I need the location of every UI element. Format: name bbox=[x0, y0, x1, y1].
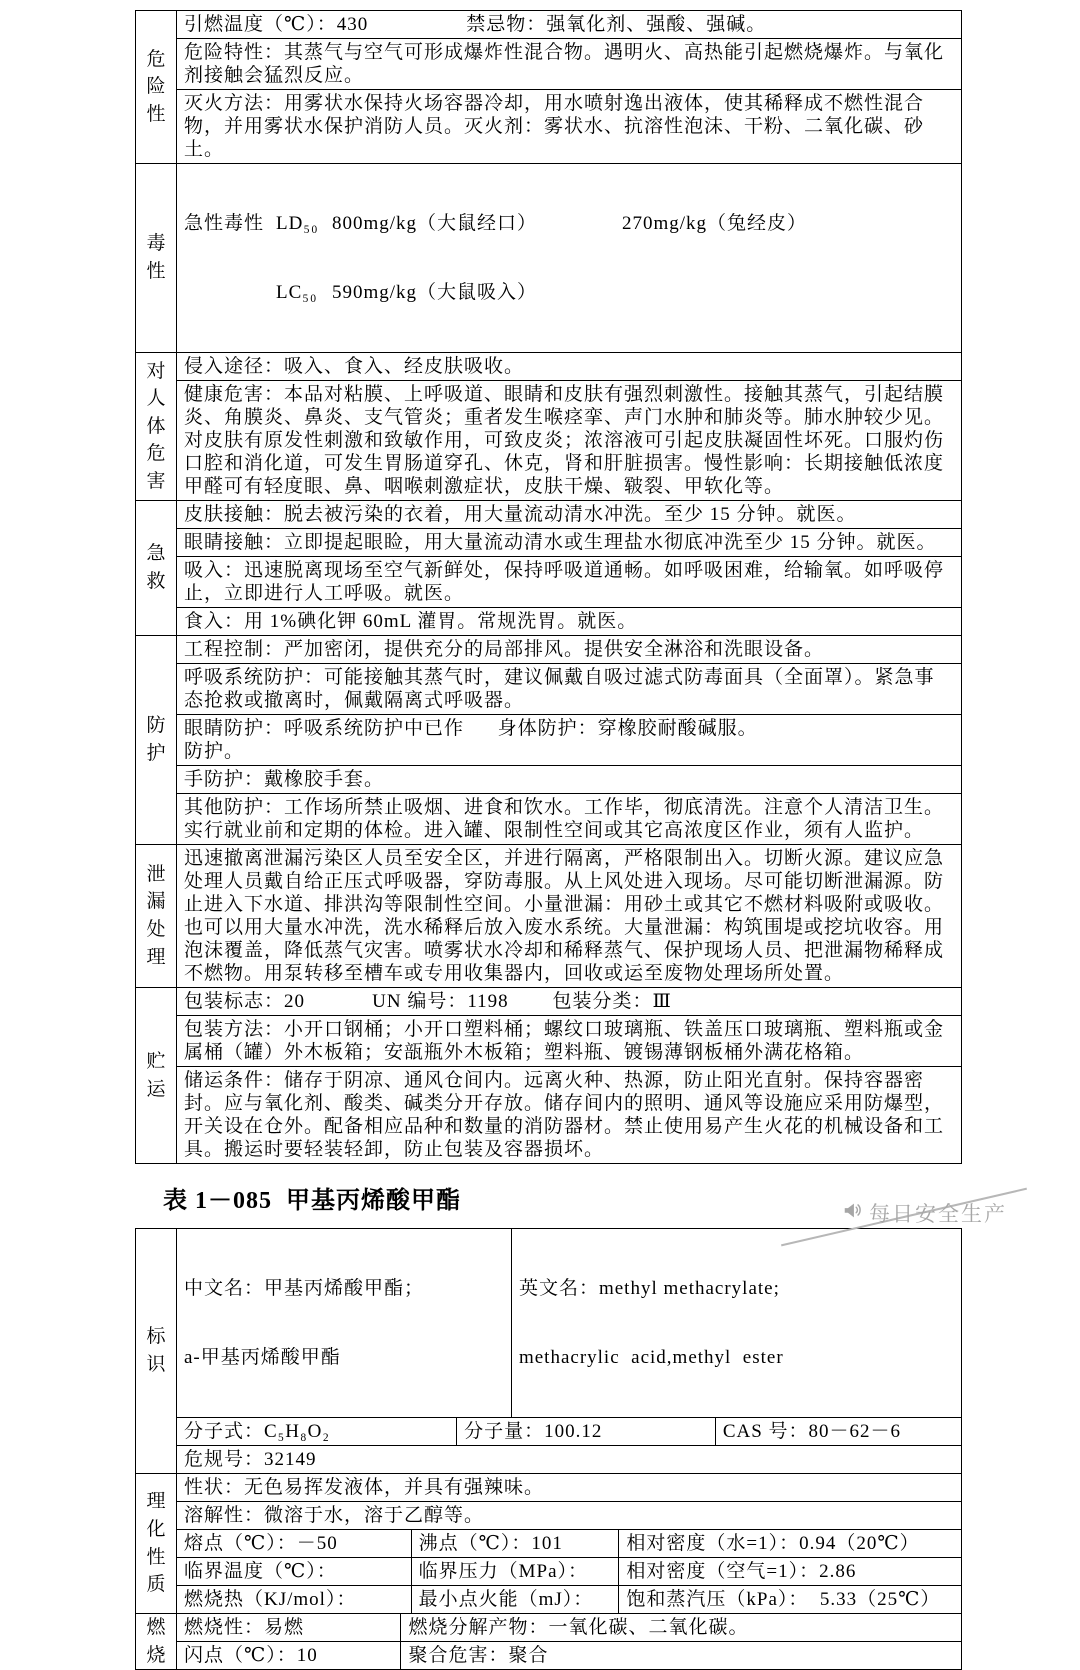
table-row-id-2 bbox=[136, 1418, 962, 1446]
table-row-pc-1 bbox=[136, 1474, 962, 1502]
field-packing-mark: 包装标志：20 bbox=[184, 991, 306, 1012]
table-row-hazard-1 bbox=[136, 11, 962, 39]
section-label-storage bbox=[136, 988, 177, 1164]
section-label-text: 危险性 bbox=[146, 48, 166, 125]
section-label-identification bbox=[136, 1229, 177, 1474]
section-label-combustion bbox=[136, 1614, 177, 1670]
field-boiling-point: 沸点（℃）：101 bbox=[411, 1530, 619, 1557]
field-skin-contact: 皮肤接触：脱去被污染的衣着，用大量流动清水冲洗。至少 15 分钟。就医。 bbox=[184, 504, 857, 525]
field-density-air: 相对密度（空气=1）：2.86 bbox=[618, 1558, 961, 1585]
section-label-text: 泄漏处理 bbox=[146, 863, 166, 968]
section-label-leak bbox=[136, 845, 177, 988]
field-health-hazard: 健康危害：本品对粘膜、上呼吸道、眼睛和皮肤有强烈刺激性。接触其蒸气，引起结膜炎、角膜炎、鼻炎、支气管炎；重者发生喉痉挛、声门水肿和肺炎等。肺水肿较少见。对皮肤有原发性刺激和致敏作用，可致皮炎；浓溶液可引起皮肤凝固性坏死。口服灼伤口腔和消化道，可发生胃肠道穿孔、休克，肾和肝脏损害。慢性影响：长期接触低浓度甲醛可有轻度眼、鼻、咽喉刺激症状，皮肤干燥、皲裂、甲软化等。 bbox=[184, 384, 945, 497]
table-row-hazard-2 bbox=[136, 39, 962, 90]
ld50-value: 800mg/kg（大鼠经口） bbox=[332, 213, 538, 234]
table-row-aid-2 bbox=[136, 529, 962, 557]
english-name-line-1: 英文名：methyl methacrylate; bbox=[518, 1278, 780, 1299]
table-row-hazard-3 bbox=[136, 90, 962, 164]
table-row-pc-5 bbox=[136, 1586, 962, 1614]
section-label-text: 理化性质 bbox=[146, 1491, 166, 1596]
megaphone-icon bbox=[842, 1199, 864, 1227]
table-row-aid-4 bbox=[136, 608, 962, 636]
field-un-number: UN 编号：1198 bbox=[372, 991, 509, 1012]
table-row-protect-2 bbox=[136, 664, 962, 715]
field-other-protection: 其他防护：工作场所禁止吸烟、进食和饮水。工作毕，彻底清洗。注意个人清洁卫生。实行就业前和定期的体检。进入罐、限制性空间或其它高浓度区作业，须有人监护。 bbox=[184, 797, 945, 841]
table-row-aid-3 bbox=[136, 557, 962, 608]
field-combustion-heat: 燃烧热（KJ/mol）： bbox=[184, 1589, 357, 1610]
field-ingestion: 食入：用 1%碘化钾 60mL 灌胃。常规洗胃。就医。 bbox=[184, 611, 638, 632]
field-appearance: 性状：无色易挥发液体，并具有强辣味。 bbox=[184, 1477, 545, 1498]
table-row-storage-1 bbox=[136, 988, 962, 1016]
field-cas-number: CAS 号：80－62－6 bbox=[715, 1418, 961, 1445]
field-inhalation: 吸入：迅速脱离现场至空气新鲜处，保持呼吸道通畅。如呼吸困难，给输氧。如呼吸停止，立即进行人工呼吸。就医。 bbox=[184, 560, 945, 604]
field-polymerization-hazard: 聚合危害：聚合 bbox=[400, 1642, 961, 1669]
table-row-comb-1 bbox=[136, 1614, 962, 1642]
section-label-text: 急救 bbox=[146, 543, 166, 592]
field-respiratory-protection: 呼吸系统防护：可能接触其蒸气时，建议佩戴自吸过滤式防毒面具（全面罩）。紧急事态抢救或撤离时，佩戴隔离式呼吸器。 bbox=[184, 667, 935, 711]
table-row-storage-3 bbox=[136, 1067, 962, 1164]
field-firefighting-method: 灭火方法：用雾状水保持火场容器冷却，用水喷射逸出液体，使其稀释成不燃性混合物，并用雾状水保护消防人员。灭火剂：雾状水、抗溶性泡沫、干粉、二氧化碳、砂土。 bbox=[184, 93, 925, 160]
field-decomposition-products: 燃烧分解产物：一氧化碳、二氧化碳。 bbox=[400, 1614, 961, 1641]
section-label-text: 对人体危害 bbox=[146, 360, 166, 492]
msds-table-top bbox=[135, 10, 962, 1164]
section-label-text: 毒性 bbox=[146, 233, 166, 282]
table-row-id-3 bbox=[136, 1446, 962, 1474]
acute-toxicity-label: 急性毒性 bbox=[184, 213, 265, 234]
msds-table-bottom bbox=[135, 1228, 962, 1670]
lc50-value: 590mg/kg（大鼠吸入） bbox=[332, 282, 538, 303]
table-row-protect-1 bbox=[136, 636, 962, 664]
field-entry-routes: 侵入途径：吸入、食入、经皮肤吸收。 bbox=[184, 356, 525, 377]
field-storage-conditions: 储运条件：储存于阴凉、通风仓间内。远离火种、热源，防止阳光直射。保持容器密封。应与氧化剂、酸类、碱类分开存放。储存间内的照明、通风等设施应采用防爆型，开关设在仓外。配备相应品种和数量的消防器材。禁止使用易产生火花的机械设备和工具。搬运时要轻装轻卸，防止包装及容器损坏。 bbox=[184, 1070, 945, 1160]
section-label-text: 标识 bbox=[146, 1326, 166, 1375]
table-row-protect-3 bbox=[136, 715, 962, 766]
field-english-name bbox=[511, 1229, 961, 1417]
table-row-harm-1 bbox=[136, 353, 962, 381]
field-packing-method: 包装方法：小开口钢桶；小开口塑料桶；螺纹口玻璃瓶、铁盖压口玻璃瓶、塑料瓶或金属桶（罐）外木板箱；安瓿瓶外木板箱；塑料瓶、镀锡薄钢板桶外满花格箱。 bbox=[184, 1019, 945, 1063]
field-packing-class: 包装分类：Ⅲ bbox=[552, 991, 672, 1012]
field-hazard-code: 危规号：32149 bbox=[184, 1449, 317, 1470]
table-row-id-1 bbox=[136, 1229, 962, 1418]
field-body-protection: 身体防护：穿橡胶耐酸碱服。 bbox=[497, 718, 758, 739]
field-molecular-weight: 分子量：100.12 bbox=[456, 1418, 715, 1445]
section-label-physchem bbox=[136, 1474, 177, 1614]
english-name-line-2: methacrylic acid,methyl ester bbox=[518, 1347, 784, 1368]
field-flammability: 燃烧性：易燃 bbox=[184, 1617, 305, 1639]
table-row-protect-5 bbox=[136, 794, 962, 845]
field-eye-contact: 眼睛接触：立即提起眼睑，用大量流动清水或生理盐水彻底冲洗至少 15 分钟。就医。 bbox=[184, 532, 937, 553]
watermark-text: 每日安全生产 bbox=[869, 1203, 1007, 1226]
field-solubility: 溶解性：微溶于水，溶于乙醇等。 bbox=[184, 1505, 485, 1526]
field-eye-protection: 眼睛防护：呼吸系统防护中已作防护。 bbox=[184, 718, 465, 762]
field-incompatibles: 禁忌物：强氧化剂、强酸、强碱。 bbox=[466, 14, 767, 35]
table-row-protect-4 bbox=[136, 766, 962, 794]
field-density-water: 相对密度（水=1）：0.94（20℃） bbox=[618, 1530, 961, 1557]
field-melting-point: 熔点（℃）：－50 bbox=[184, 1533, 338, 1554]
section-label-human-harm bbox=[136, 353, 177, 501]
field-hand-protection: 手防护：戴橡胶手套。 bbox=[184, 769, 385, 790]
table-row-harm-2 bbox=[136, 381, 962, 501]
lc50-label: LC₅₀ bbox=[276, 282, 318, 303]
chinese-name-line-2: a-甲基丙烯酸甲酯 bbox=[184, 1347, 341, 1368]
field-leak-handling: 迅速撤离泄漏污染区人员至安全区，并进行隔离，严格限制出入。切断火源。建议应急处理人员戴自给正压式呼吸器，穿防毒服。从上风处进入现场。尽可能切断泄漏源。防止进入下水道、排洪沟等限制性空间。小量泄漏：用砂土或其它不燃材料吸附或吸收。也可以用大量水冲洗，洗水稀释后放入废水系统。大量泄漏：构筑围堤或挖坑收容。用泡沫覆盖，降低蒸气灾害。喷雾状水冷却和稀释蒸气、保护现场人员、把泄漏物稀释成不燃物。用泵转移至槽车或专用收集器内，回收或运至废物处理场所处置。 bbox=[184, 848, 945, 984]
field-min-ignition-energy: 最小点火能（mJ）： bbox=[411, 1586, 619, 1613]
field-engineering-control: 工程控制：严加密闭，提供充分的局部排风。提供安全淋浴和洗眼设备。 bbox=[184, 639, 825, 660]
section-label-text: 贮运 bbox=[146, 1050, 166, 1100]
table-row-pc-3 bbox=[136, 1530, 962, 1558]
spacer bbox=[184, 281, 276, 304]
section-label-toxicity bbox=[136, 164, 177, 353]
table-row-storage-2 bbox=[136, 1016, 962, 1067]
msds-sheet bbox=[135, 10, 962, 1670]
watermark bbox=[842, 1198, 1007, 1228]
section-label-text: 燃烧 bbox=[146, 1617, 166, 1666]
field-molecular-formula: 分子式：C₅H₈O₂ bbox=[184, 1421, 330, 1442]
ld50-value-2: 270mg/kg（兔经皮） bbox=[622, 213, 808, 234]
ld50-label: LD₅₀ bbox=[276, 213, 319, 234]
field-chinese-name bbox=[177, 1229, 511, 1417]
field-hazard-characteristics: 危险特性：其蒸气与空气可形成爆炸性混合物。遇明火、高热能引起燃烧爆炸。与氧化剂接触会猛烈反应。 bbox=[184, 42, 945, 86]
section-label-protection bbox=[136, 636, 177, 845]
field-ignition-temp: 引燃温度（℃）：430 bbox=[184, 14, 369, 35]
table-row-pc-2 bbox=[136, 1502, 962, 1530]
table-row-comb-2 bbox=[136, 1642, 962, 1670]
chinese-name-line-1: 中文名：甲基丙烯酸甲酯； bbox=[184, 1278, 425, 1299]
field-vapor-pressure: 饱和蒸汽压（kPa）： 5.33（25℃） bbox=[618, 1586, 961, 1613]
section-label-text: 防护 bbox=[146, 715, 166, 764]
field-critical-temp: 临界温度（℃）： bbox=[184, 1561, 337, 1582]
table-row-aid-1 bbox=[136, 501, 962, 529]
field-flash-point: 闪点（℃）：10 bbox=[184, 1645, 318, 1667]
field-critical-pressure: 临界压力（MPa）： bbox=[411, 1558, 619, 1585]
section-label-first-aid bbox=[136, 501, 177, 636]
table-title: 表 1－085 甲基丙烯酸甲酯 bbox=[163, 1188, 461, 1214]
table-row-pc-4 bbox=[136, 1558, 962, 1586]
table-row-leak bbox=[136, 845, 962, 988]
section-label-hazard bbox=[136, 11, 177, 164]
field-acute-toxicity bbox=[177, 164, 961, 352]
table-row-toxicity bbox=[136, 164, 962, 353]
